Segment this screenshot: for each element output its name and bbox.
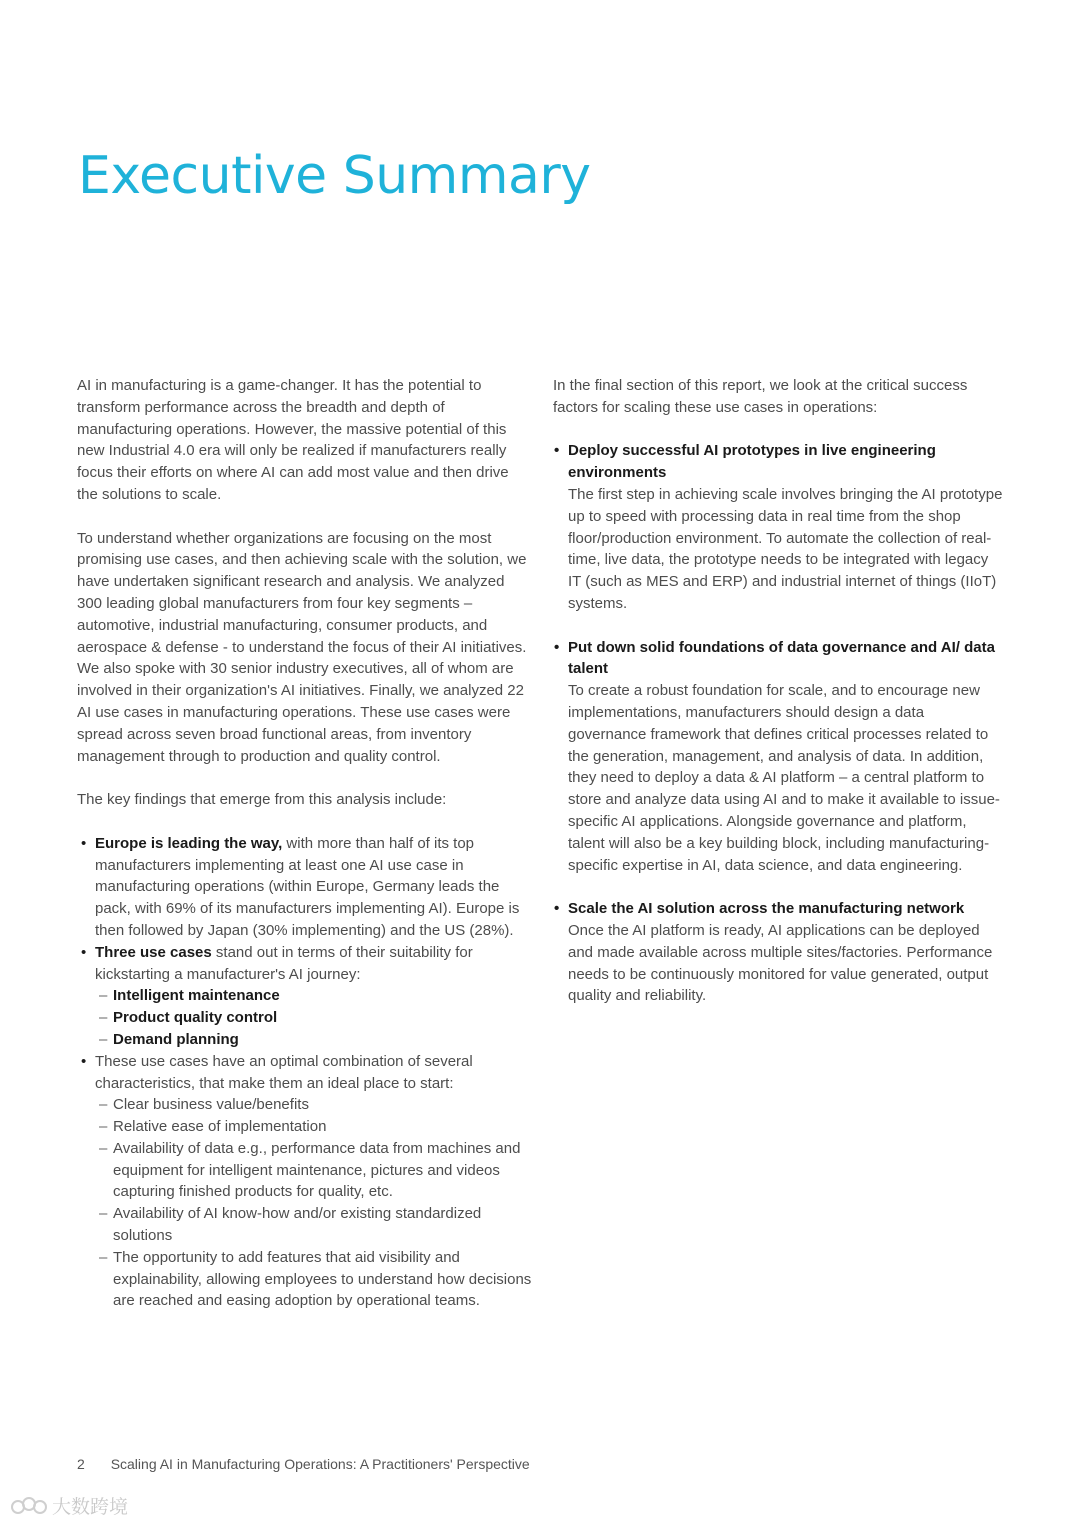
characteristic-item: – Availability of AI know-how and/or existing standardized solutions — [95, 1203, 532, 1247]
factor-heading: • Deploy successful AI prototypes in live engineering environments — [568, 442, 936, 482]
use-case-list — [95, 985, 532, 1050]
right-column — [550, 375, 1005, 1029]
characteristics-list — [95, 1094, 532, 1312]
success-factors-intro: In the final section of this report, we look at the critical success factors for scaling these use cases in operations: — [553, 377, 968, 416]
characteristic-item: – Clear business value/benefits — [95, 1094, 532, 1116]
watermark-text: 大数跨境 — [52, 1496, 129, 1518]
success-factor-prototypes — [550, 440, 1005, 614]
page-footer — [77, 1456, 530, 1472]
characteristic-item: – Availability of data e.g., performance data from machines and equipment for intelligent maintenance, pictures and videos capturing finished products for quality, etc. — [95, 1138, 532, 1203]
success-factor-scale — [550, 898, 1005, 1007]
findings-list — [77, 833, 532, 1313]
finding-characteristics: • These use cases have an optimal combination of several characteristics, that make them an ideal place to start: – Clear business value/benefits – Relative ease of implementation – Availability of data e.g., performance data from machines and equipment for intelligent maintenance, pictures and videos capturing finished products for quality, etc. – Availability of AI know-how and/or existing standardized solutions – The opportunity to add features that aid visibility and explainability, allowing employees to understand how decisions are reached and easing adoption by operational teams. — [77, 1051, 532, 1313]
watermark — [10, 1492, 128, 1519]
use-case-item: – Product quality control — [95, 1007, 532, 1029]
factor-heading: • Scale the AI solution across the manufacturing network — [568, 900, 965, 918]
finding-three-use-cases: • Three use cases stand out in terms of their suitability for kickstarting a manufacturer's AI journey: – Intelligent maintenance – Product quality control – Demand planning — [77, 942, 532, 1051]
watermark-logo-icon — [10, 1495, 48, 1517]
paragraph-key-findings: The key findings that emerge from this analysis include: — [77, 791, 447, 809]
paragraph-intro: AI in manufacturing is a game-changer. It has the potential to transform performance across the breadth and depth of manufacturing operations. However, the massive potential of this new Industrial 4.0 era will only be realized if manufacturers really focus their efforts on where AI can add most value and then drive the solutions to scale. — [77, 377, 509, 503]
footer-title: Scaling AI in Manufacturing Operations: A Practitioners' Perspective — [110, 1456, 530, 1472]
paragraph-research: To understand whether organizations are focusing on the most promising use cases, and then achieving scale with the solution, we have undertaken significant research and analysis. We analyzed 300 leading global manufacturers from four key segments – automotive, industrial manufacturing, consumer products, and aerospace & defense - to understand the focus of their AI initiatives. We also spoke with 30 senior industry executives, all of whom are involved in their organization's AI initiatives. Finally, we analyzed 22 AI use cases in manufacturing operations. These use cases were spread across seven broad functional areas, from inventory management through to production and quality control. — [77, 529, 527, 765]
factor-text: The first step in achieving scale involves bringing the AI prototype up to speed with processing data in real time from the shop floor/production environment. To automate the collection of real-time, live data, the prototype needs to be integrated with legacy IT (such as MES and ERP) and industrial internet of things (IIoT) systems. — [568, 485, 1003, 612]
characteristic-item: – Relative ease of implementation — [95, 1116, 532, 1138]
page-number: 2 — [77, 1456, 85, 1472]
left-column — [77, 375, 532, 1312]
factor-text: To create a robust foundation for scale, and to encourage new implementations, manufacturers should design a data governance framework that defines critical processes related to the generation, management, and analysis of data. In addition, they need to deploy a data & AI platform – a central platform to store and analyze data using AI and to make it available to issue-specific AI applications. Alongside governance and platform, talent will also be a key building block, including manufacturing-specific expertise in AI, data science, and data engineering. — [568, 682, 1000, 874]
use-case-item: – Demand planning — [95, 1029, 532, 1051]
page-title: Executive Summary — [78, 146, 591, 206]
success-factor-foundations — [550, 637, 1005, 877]
characteristic-item: – The opportunity to add features that aid visibility and explainability, allowing employees to understand how decisions are reached and easing adoption by operational teams. — [95, 1247, 532, 1312]
factor-text: Once the AI platform is ready, AI applications can be deployed and made available across multiple sites/factories. Performance needs to be continuously monitored for value generated, output quality and reliability. — [568, 921, 993, 1005]
factor-heading: • Put down solid foundations of data governance and AI/ data talent — [568, 638, 995, 678]
use-case-item: – Intelligent maintenance — [95, 985, 532, 1007]
finding-europe: • Europe is leading the way, with more than half of its top manufacturers implementing at least one AI use case in manufacturing operations (within Europe, Germany leads the pack, with 69% of its manufacturers implementing AI). Europe is then followed by Japan (30% implementing) and the US (28%). — [77, 833, 532, 942]
